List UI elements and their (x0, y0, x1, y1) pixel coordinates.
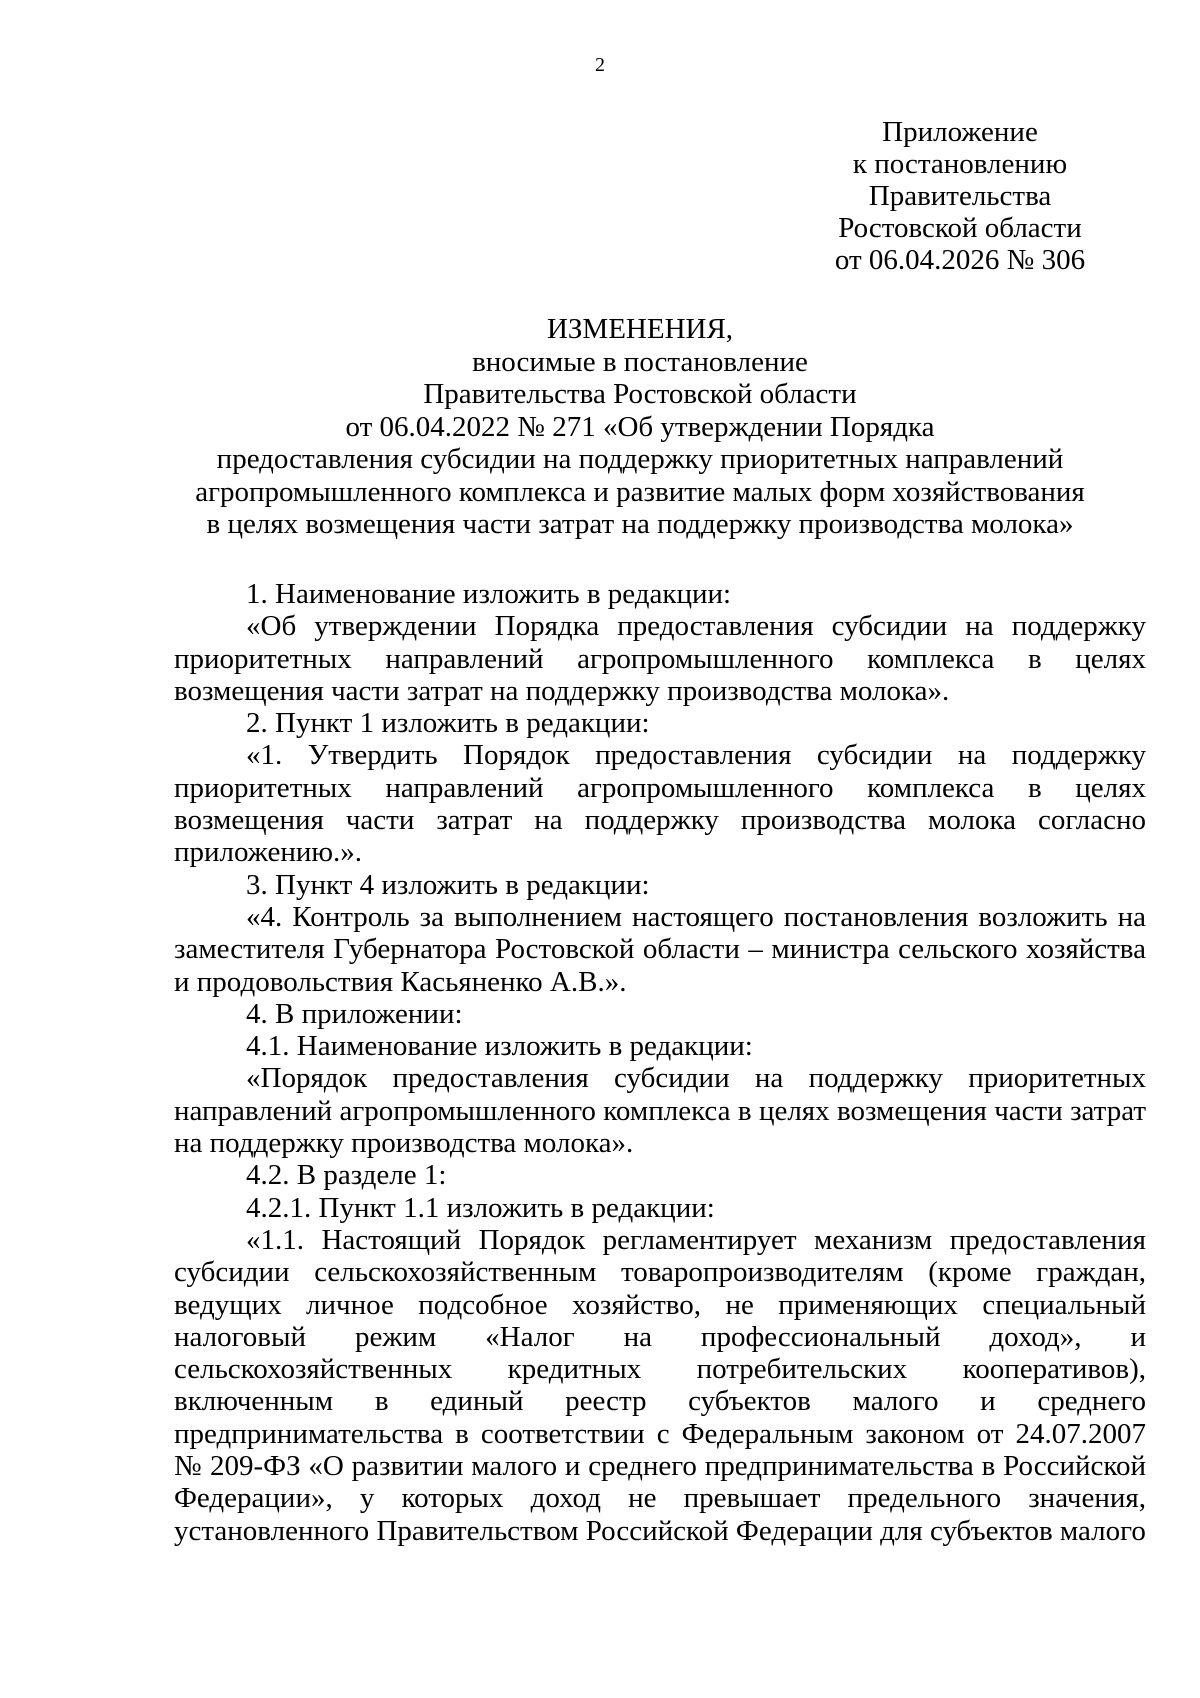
document-title (160, 313, 1120, 541)
appendix-line: от 06.04.2026 № 306 (834, 244, 1086, 276)
appendix-line: к постановлению (852, 148, 1068, 180)
paragraph: 4.2. В разделе 1: (246, 1159, 447, 1192)
paragraph: 1. Наименование изложить в редакции: (246, 578, 732, 610)
page-number: 2 (595, 54, 605, 76)
paragraph: «Об утверждении Порядка предоставления субсидии на поддержку приоритетных направлений агропромышленного комплекса в целях возмещения части затрат на поддержку производства молока». (174, 610, 1146, 707)
title-line: Правительства Ростовской области (423, 378, 857, 410)
paragraph: 4.1. Наименование изложить в редакции: (246, 1030, 753, 1063)
paragraph: 2. Пункт 1 изложить в редакции: (246, 707, 650, 740)
appendix-header (780, 116, 1140, 276)
paragraph: 4.2.1. Пункт 1.1 изложить в редакции: (246, 1191, 715, 1224)
title-line: в целях возмещения части затрат на поддержку производства молока» (206, 508, 1074, 540)
title-line: ИЗМЕНЕНИЯ, (546, 313, 734, 345)
title-line: вносимые в постановление (472, 345, 808, 378)
title-line: агропромышленного комплекса и развитие малых форм хозяйствования (195, 475, 1085, 508)
paragraph: «1.1. Настоящий Порядок регламентирует механизм предоставления субсидии сельскохозяйственным товаропроизводителям (кроме граждан, ведущих личное подсобное хозяйство, не применяющих специальный налоговый режим «Налог на профессиональный доход», и сельскохозяйственных кредитных потребительских кооперативов), включенным в единый реестр субъектов малого и среднего предпринимательства в соответствии с Федеральным законом от 24.07.2007 № 209-ФЗ «О развитии малого и среднего предпринимательства в Российской Федерации», у которых доход не превышает предельного значения, установленного Правительством Российской Федерации для субъектов малого (174, 1223, 1146, 1547)
paragraph: «4. Контроль за выполнением настоящего постановления возложить на заместителя Губернатора Ростовской области – министра сельского хозяйства и продовольствия Касьяненко А.В.». (174, 900, 1146, 998)
paragraph: 4. В приложении: (246, 997, 463, 1030)
paragraph: 3. Пункт 4 изложить в редакции: (246, 868, 650, 901)
appendix-line: Правительства (868, 180, 1052, 212)
appendix-line: Приложение (882, 116, 1038, 148)
title-line: от 06.04.2022 № 271 «Об утверждении Порядка (345, 410, 935, 443)
document-body (174, 578, 1146, 1547)
title-line: предоставления субсидии на поддержку приоритетных направлений (216, 443, 1064, 475)
appendix-line: Ростовской области (838, 212, 1082, 244)
paragraph: «Порядок предоставления субсидии на поддержку приоритетных направлений агропромышленного комплекса в целях возмещения части затрат на поддержку производства молока». (174, 1062, 1146, 1160)
paragraph: «1. Утвердить Порядок предоставления субсидии на поддержку приоритетных направлений агропромышленного комплекса в целях возмещения части затрат на поддержку производства молока согласно приложению.». (174, 739, 1146, 869)
